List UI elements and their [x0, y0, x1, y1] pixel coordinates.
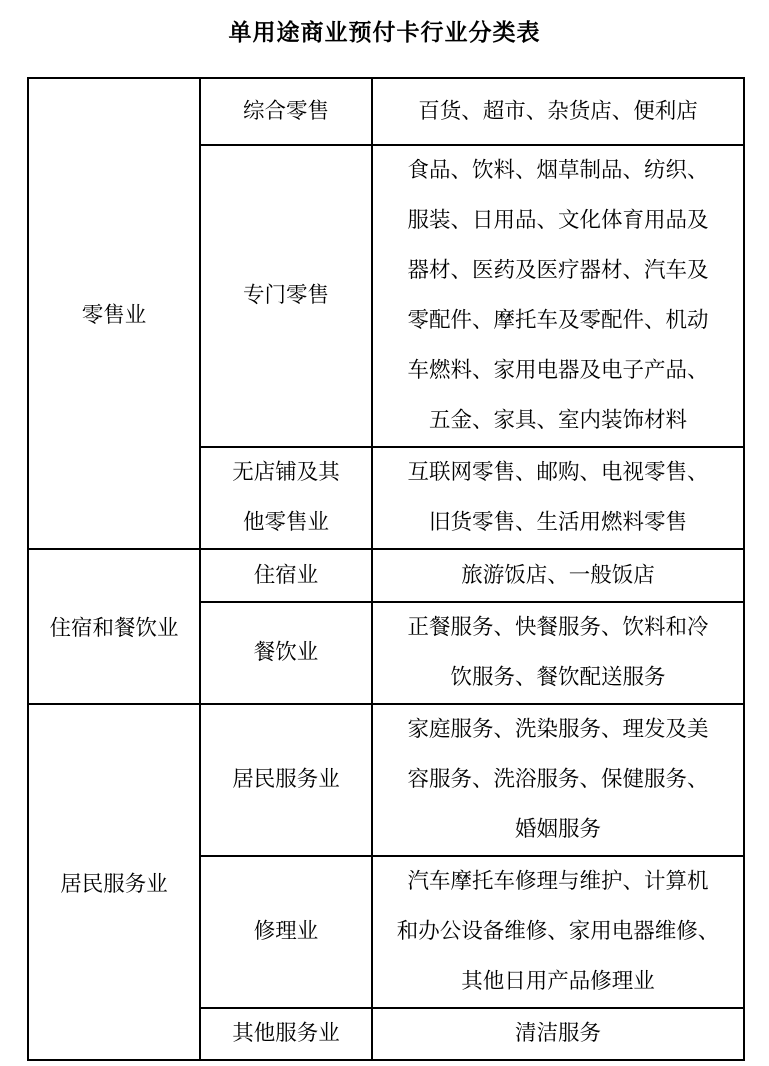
- scope-line: 百货、超市、杂货店、便利店: [418, 98, 698, 124]
- subcategory-line: 修理业: [253, 919, 319, 944]
- scope-line: 零配件、摩托车及零配件、机动: [407, 308, 709, 333]
- scope-line: 服装、日用品、文化体育用品及: [407, 208, 709, 233]
- scope-cell: [372, 856, 744, 1008]
- subcategory-line: 无店铺及其: [232, 460, 340, 485]
- scope-line: 互联网零售、邮购、电视零售、: [407, 460, 709, 485]
- scope-line: 和办公设备维修、家用电器维修、: [396, 919, 720, 944]
- scope-line: 食品、饮料、烟草制品、纺织、: [407, 158, 709, 183]
- scope-cell: [372, 549, 744, 602]
- subcategory-line: 住宿业: [253, 562, 319, 588]
- category-cell: 零售业: [28, 78, 200, 549]
- subcategory-cell: [200, 704, 372, 856]
- scope-cell: [372, 78, 744, 145]
- scope-line: 旅游饭店、一般饭店: [461, 562, 655, 588]
- scope-cell: [372, 602, 744, 704]
- scope-line: 正餐服务、快餐服务、饮料和冷: [407, 615, 709, 640]
- scope-line: 饮服务、餐饮配送服务: [450, 665, 666, 690]
- subcategory-line: 居民服务业: [232, 767, 340, 792]
- subcategory-cell: [200, 78, 372, 145]
- scope-line: 家庭服务、洗染服务、理发及美: [407, 717, 709, 742]
- scope-cell: [372, 145, 744, 447]
- scope-line: 五金、家具、室内装饰材料: [428, 408, 687, 433]
- scope-cell: [372, 447, 744, 549]
- scope-line: 容服务、洗浴服务、保健服务、: [407, 767, 709, 792]
- subcategory-cell: [200, 447, 372, 549]
- industry-classification-table: [27, 77, 745, 1061]
- subcategory-line: 餐饮业: [253, 640, 319, 665]
- table-row: [28, 704, 744, 856]
- scope-line: 器材、医药及医疗器材、汽车及: [407, 258, 709, 283]
- scope-cell: [372, 1008, 744, 1060]
- subcategory-cell: [200, 856, 372, 1008]
- subcategory-line: 他零售业: [242, 510, 329, 535]
- scope-cell: [372, 704, 744, 856]
- subcategory-line: 其他服务业: [232, 1021, 340, 1046]
- page-title: 单用途商业预付卡行业分类表: [228, 20, 541, 46]
- scope-line: 婚姻服务: [514, 817, 601, 842]
- scope-line: 清洁服务: [514, 1021, 601, 1046]
- scope-line: 汽车摩托车修理与维护、计算机: [407, 869, 709, 894]
- subcategory-cell: [200, 145, 372, 447]
- scope-line: 车燃料、家用电器及电子产品、: [407, 358, 709, 383]
- subcategory-line: 专门零售: [242, 283, 329, 308]
- category-cell: 居民服务业: [28, 704, 200, 1060]
- subcategory-line: 综合零售: [242, 98, 329, 124]
- scope-line: 旧货零售、生活用燃料零售: [428, 510, 687, 535]
- subcategory-cell: [200, 549, 372, 602]
- table-row: [28, 549, 744, 602]
- category-cell: 住宿和餐饮业: [28, 549, 200, 704]
- subcategory-cell: [200, 602, 372, 704]
- subcategory-cell: [200, 1008, 372, 1060]
- table-row: [28, 78, 744, 145]
- scope-line: 其他日用产品修理业: [461, 969, 655, 994]
